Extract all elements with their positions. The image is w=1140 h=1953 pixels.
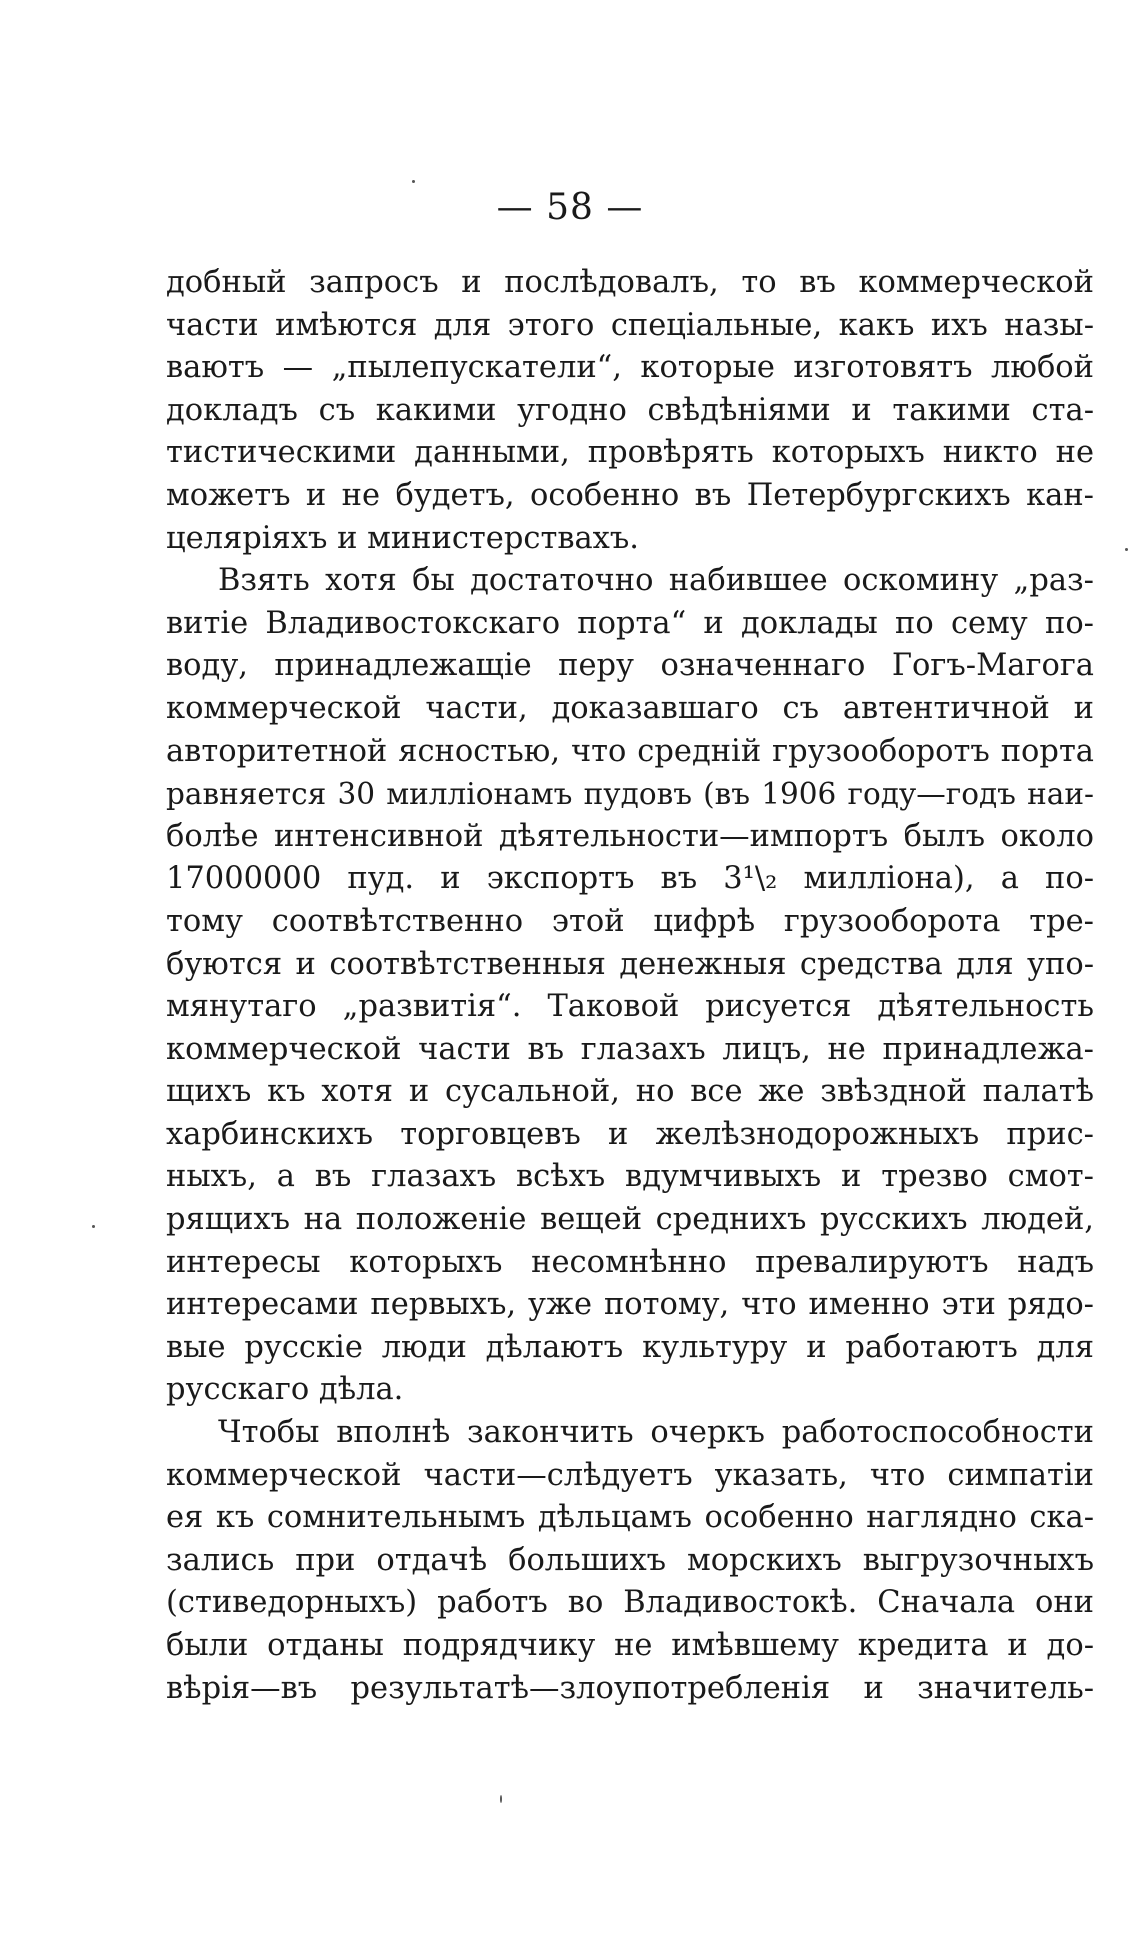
text-line: (стиведорныхъ) работъ во Владивостокѣ. Сначала они (166, 1585, 1094, 1621)
text-line: буются и соотвѣтственныя денежныя средства для упо- (166, 946, 1094, 982)
text-line: авторитетной ясностью, что средній грузооборотъ порта (166, 733, 1094, 769)
text-line: равняется 30 милліонамъ пудовъ (въ 1906 году—годъ наи- (166, 777, 1094, 812)
text-line: Взять хотя бы достаточно набившее оскомину „раз- (218, 563, 1094, 599)
text-line: коммерческой части въ глазахъ лицъ, не принадлежа- (166, 1031, 1094, 1067)
text-line: ваютъ — „пылепускатели“, которые изготовятъ любой (166, 350, 1094, 386)
text-line: харбинскихъ торговцевъ и желѣзнодорожныхъ прис- (166, 1116, 1094, 1152)
text-line: части имѣются для этого спеціальные, какъ ихъ назы- (166, 307, 1094, 343)
text-line: болѣе интенсивной дѣятельности—импортъ былъ около (166, 818, 1094, 854)
text-line: воду, принадлежащіе перу означеннаго Гогъ-Магога (166, 648, 1094, 684)
text-line: зались при отдачѣ большихъ морскихъ выгрузочныхъ (166, 1542, 1094, 1578)
text-line: рящихъ на положеніе вещей среднихъ русскихъ людей, (166, 1202, 1094, 1238)
scan-speck (500, 1795, 502, 1803)
paragraph-2 (166, 560, 1094, 1412)
text-line: тому соотвѣтственно этой цифрѣ грузооборота тре- (166, 903, 1094, 939)
text-line: вѣрія—въ результатѣ—злоупотребленія и значитель- (166, 1670, 1094, 1706)
scan-speck (1125, 548, 1128, 551)
text-line: целяріяхъ и министерствахъ. (166, 520, 639, 556)
scan-speck (92, 1225, 95, 1228)
text-line: ея къ сомнительнымъ дѣльцамъ особенно наглядно ска- (166, 1500, 1094, 1536)
text-line: русскаго дѣла. (166, 1372, 404, 1408)
text-line: докладъ съ какими угодно свѣдѣніями и такими ста- (166, 392, 1094, 428)
text-line: щихъ къ хотя и сусальной, но все же звѣздной палатѣ (166, 1074, 1094, 1110)
text-line: коммерческой части, доказавшаго съ автентичной и (166, 690, 1094, 726)
paragraph-3 (166, 1412, 1094, 1710)
text-line: Чтобы вполнѣ закончить очеркъ работоспособности (218, 1415, 1094, 1451)
text-line: ныхъ, а въ глазахъ всѣхъ вдумчивыхъ и трезво смот- (166, 1159, 1094, 1195)
paragraph-1 (166, 262, 1094, 560)
text-line: мянутаго „развитія“. Таковой рисуется дѣятельность (166, 989, 1094, 1025)
text-line: витіе Владивостокскаго порта“ и доклады по сему по- (166, 605, 1094, 641)
text-line: тистическими данными, провѣрять которыхъ никто не (166, 435, 1094, 471)
text-line: коммерческой части—слѣдуетъ указать, что симпатіи (166, 1457, 1094, 1493)
text-line: вые русскіе люди дѣлаютъ культуру и работаютъ для (166, 1329, 1094, 1365)
text-line: интересы которыхъ несомнѣнно превалируютъ надъ (166, 1244, 1094, 1280)
text-line: 17000000 пуд. и экспортъ въ 3¹\₂ милліона), а по- (166, 861, 1094, 897)
body-text (166, 262, 1094, 1710)
text-line: добный запросъ и послѣдовалъ, то въ коммерческой (166, 265, 1094, 300)
text-line: интересами первыхъ, уже потому, что именно эти рядо- (166, 1287, 1094, 1323)
text-line: можетъ и не будетъ, особенно въ Петербургскихъ кан- (166, 477, 1094, 513)
scan-speck (412, 180, 415, 183)
page-number: — 58 — (496, 187, 644, 228)
text-line: были отданы подрядчику не имѣвшему кредита и до- (166, 1628, 1094, 1663)
